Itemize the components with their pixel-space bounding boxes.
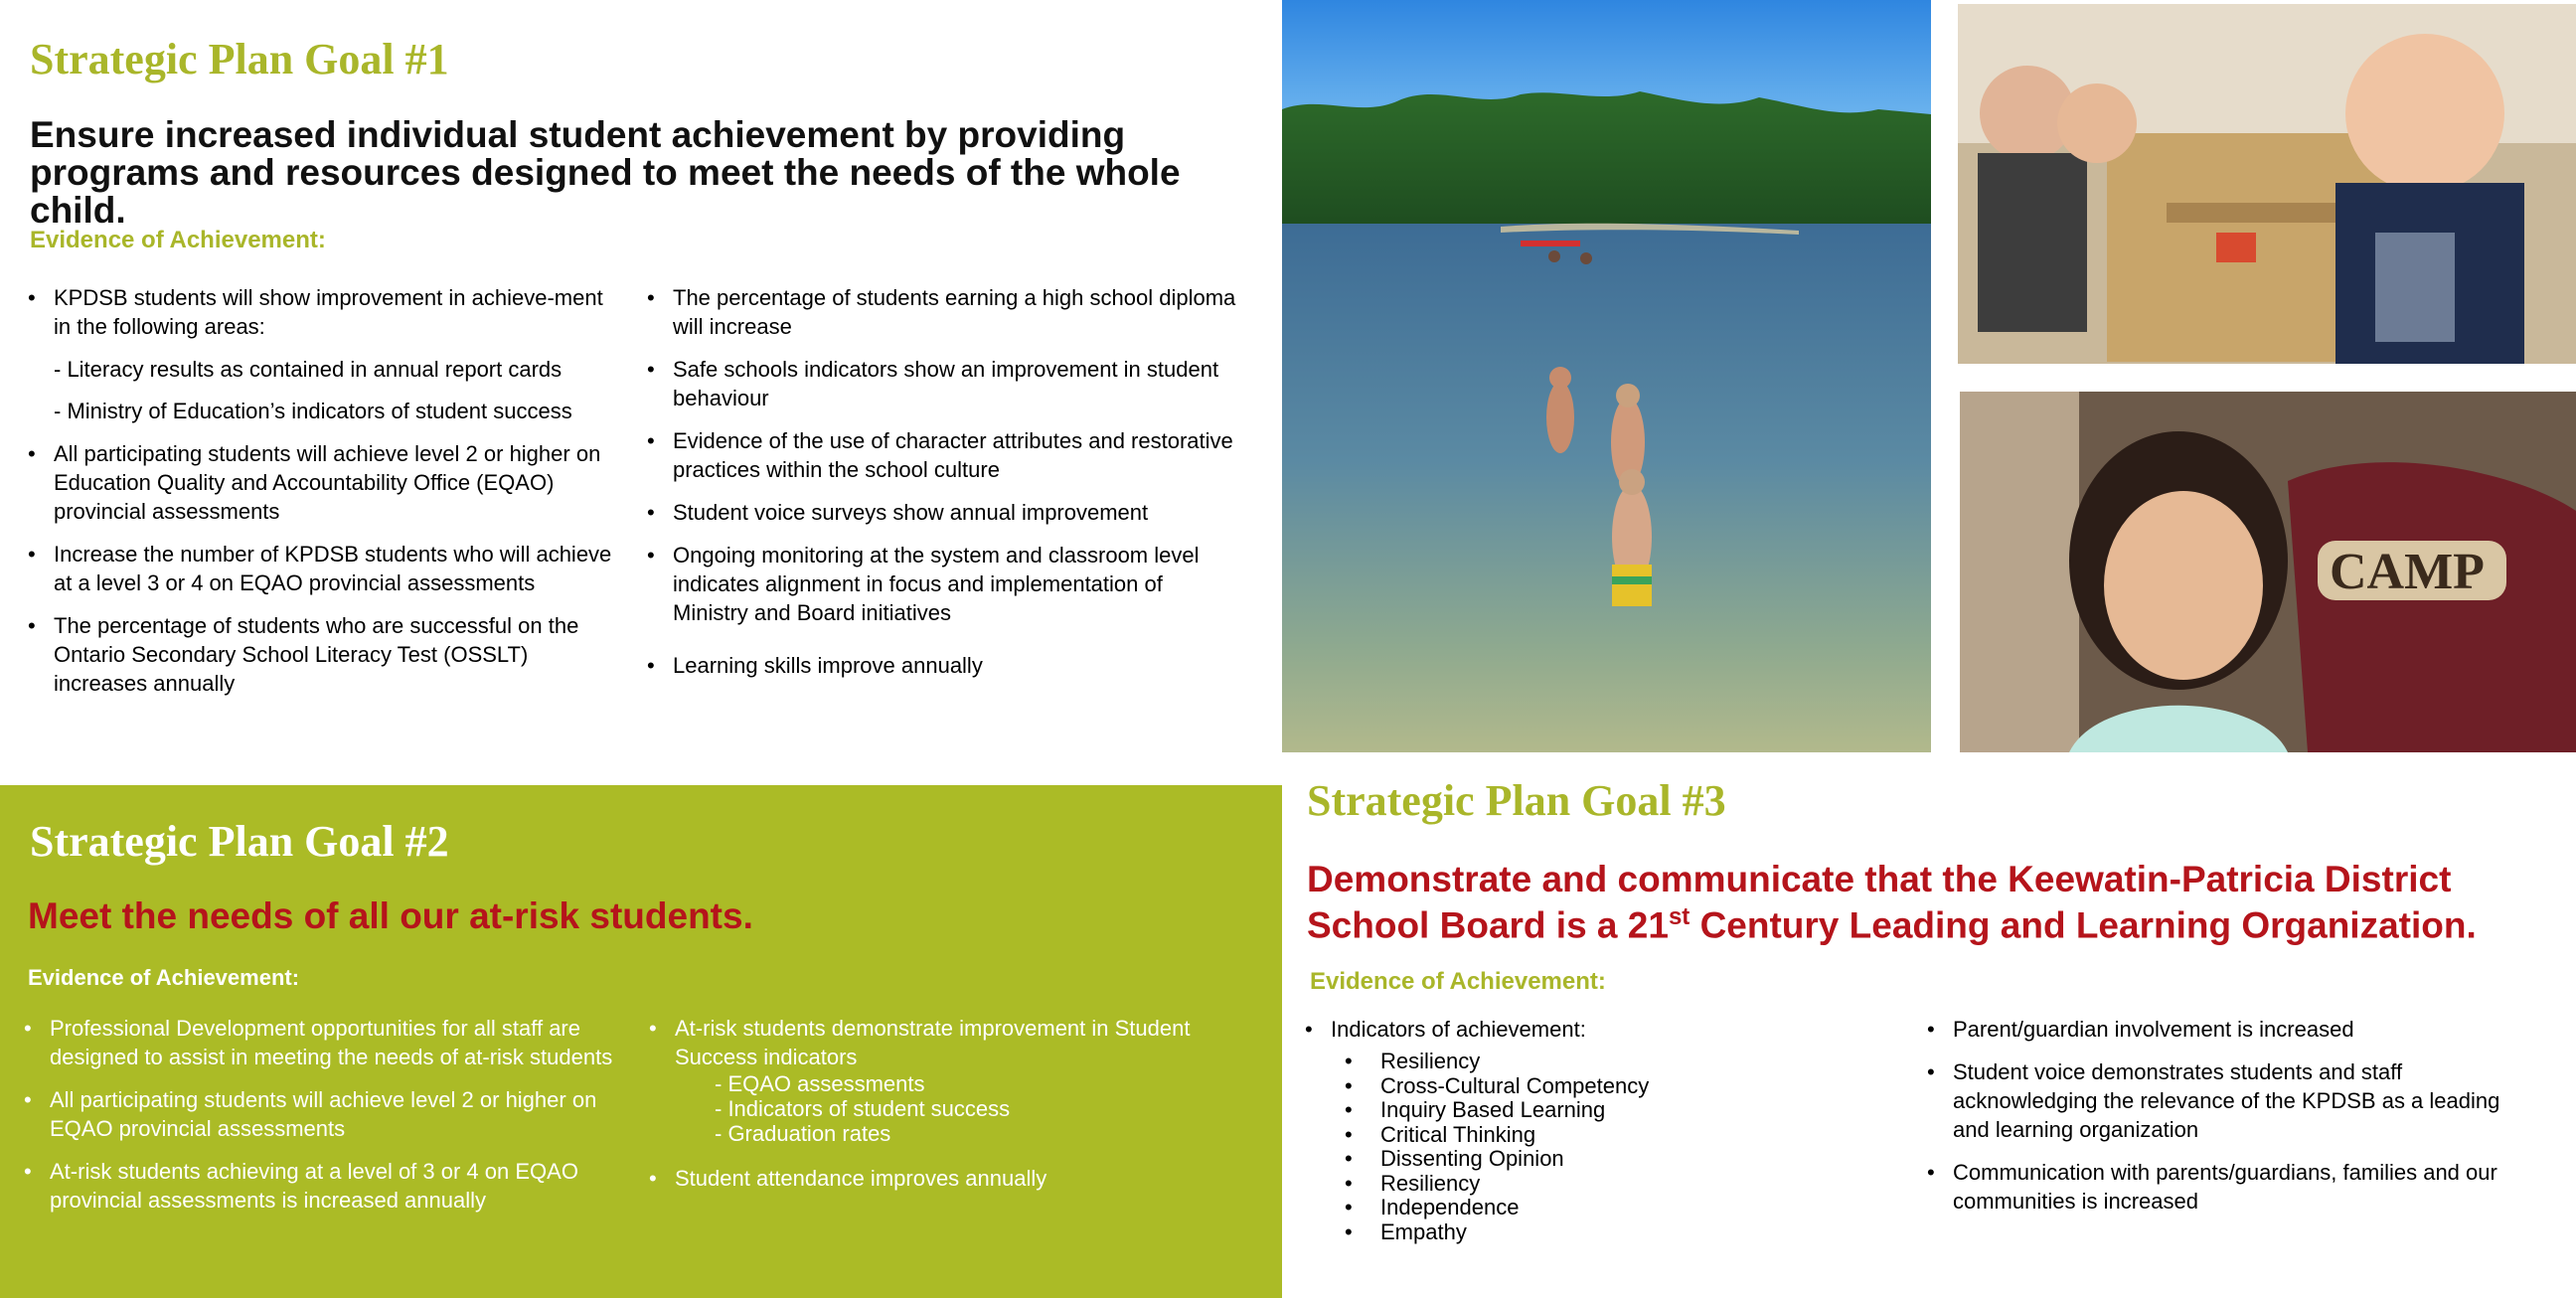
goal1-evidence-label: Evidence of Achievement: <box>30 227 326 253</box>
goal2-sub-list <box>715 1071 1245 1146</box>
list-item: • Cross-Cultural Competency <box>1331 1074 1881 1099</box>
list-item: • Safe schools indicators show an improvement in student behaviour <box>647 355 1243 412</box>
goal3-headline <box>1307 861 2569 944</box>
list-item: • Critical Thinking <box>1331 1123 1881 1148</box>
goal1-sub-literacy: - Literacy results as contained in annual report cards <box>54 357 563 382</box>
list-item: • All participating students will achieve level 2 or higher on EQAO provincial assessments <box>24 1085 620 1143</box>
list-item: - EQAO assessments <box>715 1071 925 1096</box>
goal1-col1 <box>28 283 624 712</box>
goal3-col2 <box>1927 1015 2523 1229</box>
list-item: • Resiliency <box>1331 1172 1881 1197</box>
goal3-col1 <box>1305 1015 1881 1258</box>
list-item: • Evidence of the use of character attributes and restorative practices within the school culture <box>647 426 1243 484</box>
list-item: • Parent/guardian involvement is increased <box>1927 1015 2523 1044</box>
goal1-sub-ministry: - Ministry of Education’s indicators of student success <box>54 399 572 423</box>
list-item: • The percentage of students earning a high school diploma will increase <box>647 283 1243 341</box>
goal2-evidence-label: Evidence of Achievement: <box>28 965 300 990</box>
list-item: • Increase the number of KPDSB students who will achieve at a level 3 or 4 on EQAO provincial assessments <box>28 540 624 597</box>
goal1-title: Strategic Plan Goal #1 <box>30 35 449 83</box>
list-item: • Indicators of achievement: • Resiliency • Cross-Cultural Competency • Inquiry Based Learning • Critical Thinking • Dissenting Opinion • Resiliency • Independence • Empathy <box>1305 1015 1881 1244</box>
list-item: • Dissenting Opinion <box>1331 1147 1881 1172</box>
goal1-col2 <box>647 283 1243 694</box>
list-item: - Indicators of student success <box>715 1096 1011 1121</box>
list-item: • All participating students will achieve level 2 or higher on Education Quality and Accountability Office (EQAO) provincial assessments <box>28 439 624 526</box>
goal2-panel <box>0 785 1282 1298</box>
list-item: - Graduation rates <box>715 1121 891 1146</box>
goal3-headline-line2: School Board is a 21st Century Leading and Learning Organization. <box>1307 903 2477 946</box>
goal2-col1 <box>24 1014 620 1228</box>
goal3-indicator-list <box>1331 1050 1881 1244</box>
list-item: • Inquiry Based Learning <box>1331 1098 1881 1123</box>
goal3-title: Strategic Plan Goal #3 <box>1307 776 1726 825</box>
classroom-photo <box>1958 4 2576 364</box>
list-item: • Student voice surveys show annual improvement <box>647 498 1243 527</box>
girl-photo-image <box>1960 392 2576 752</box>
lake-photo <box>1282 0 1931 752</box>
goal1-headline-line1: Ensure increased individual student achievement by providing <box>30 114 1126 155</box>
goal2-headline: Meet the needs of all our at-risk students. <box>28 895 753 936</box>
list-item: • KPDSB students will show improvement in achieve-ment in the following areas: - Literacy results as contained in annual report cards - Ministry of Education’s indicators of student success <box>28 283 624 425</box>
superscript: st <box>1668 903 1690 930</box>
list-item: • At-risk students demonstrate improvement in Student Success indicators - EQAO assessments - Indicators of student success - Graduation rates <box>649 1014 1245 1146</box>
goal1-headline-line2: programs and resources designed to meet the needs of the whole child. <box>30 152 1181 231</box>
list-item: • The percentage of students who are successful on the Ontario Secondary School Literacy Test (OSSLT) increases annually <box>28 611 624 698</box>
girl-photo <box>1960 392 2576 752</box>
list-item: • Student attendance improves annually <box>649 1164 1245 1193</box>
goal2-title: Strategic Plan Goal #2 <box>30 817 449 866</box>
list-item: • Learning skills improve annually <box>647 651 1243 680</box>
list-item: • Ongoing monitoring at the system and classroom level indicates alignment in focus and implementation of Ministry and Board initiatives <box>647 541 1243 627</box>
list-item: • At-risk students achieving at a level of 3 or 4 on EQAO provincial assessments is increased annually <box>24 1157 620 1215</box>
goal3-headline-line1: Demonstrate and communicate that the Keewatin-Patricia District <box>1307 859 2452 899</box>
goal1-headline <box>30 116 1282 230</box>
goal2-col2 <box>649 1014 1245 1207</box>
list-item: • Empathy <box>1331 1220 1881 1245</box>
lake-photo-image <box>1282 0 1931 752</box>
list-item: • Independence <box>1331 1196 1881 1220</box>
classroom-photo-image <box>1958 4 2576 364</box>
list-item: • Resiliency <box>1331 1050 1881 1074</box>
list-item: • Student voice demonstrates students and staff acknowledging the relevance of the KPDSB as a leading and learning organization <box>1927 1057 2523 1144</box>
list-item: • Professional Development opportunities for all staff are designed to assist in meeting the needs of at-risk students <box>24 1014 620 1071</box>
goal3-evidence-label: Evidence of Achievement: <box>1310 968 1606 995</box>
camp-sign-text: CAMP <box>2330 544 2485 600</box>
list-item: • Communication with parents/guardians, families and our communities is increased <box>1927 1158 2523 1216</box>
